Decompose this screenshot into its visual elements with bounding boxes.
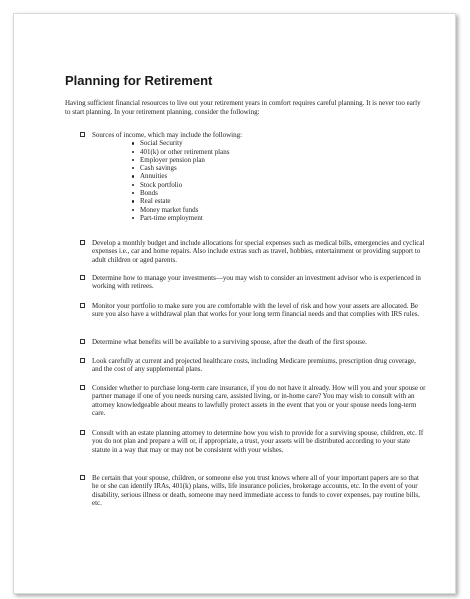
- list-item: 401(k) or other retirement plans: [92, 148, 427, 156]
- list-item: Social Security: [92, 139, 427, 147]
- list-item: Money market funds: [92, 206, 427, 214]
- list-item: Employer pension plan: [92, 156, 427, 164]
- checkbox-icon[interactable]: [80, 240, 85, 245]
- checkbox-icon[interactable]: [80, 303, 85, 308]
- checklist-item-text: Determine how to manage your investments—you may wish to consider an investment advisor who is experienced in working with retirees.: [92, 274, 421, 291]
- list-item: Stock portfolio: [92, 181, 427, 189]
- checkbox-icon[interactable]: [80, 358, 85, 363]
- checklist-item: [92, 131, 427, 222]
- page-title: Planning for Retirement: [65, 73, 213, 88]
- checklist-item-text: Monitor your portfolio to make sure you are comfortable with the level of risk and how your assets are allocated. Be sure you also have a withdrawal plan that works for your long term financial needs and that complies with IRS rules.: [92, 302, 420, 319]
- list-item: Annuities: [92, 172, 427, 180]
- checklist-item-text: Look carefully at current and projected healthcare costs, including Medicare premiums, prescription drug coverage, and the cost of any supplemental plans.: [92, 357, 416, 374]
- intro-paragraph: Having sufficient financial resources to live out your retirement years in comfort requires careful planning. It is never too early to start planning. In your retirement planning, consider the following:: [65, 99, 421, 117]
- checklist-item-text: Consider whether to purchase long-term care insurance, if you do not have it already. How will you and your spouse or partner manage if one of you needs nursing care, assisted living, or in-home care? You may wish to consult with an attorney knowledgeable about means to lawfully protect assets in the event that you or your spouse needs long-term care.: [92, 384, 426, 417]
- checkbox-icon[interactable]: [80, 275, 85, 280]
- checklist-item: [92, 384, 427, 417]
- checkbox-icon[interactable]: [80, 132, 85, 137]
- checkbox-icon[interactable]: [80, 339, 85, 344]
- checklist-item-text: Be certain that your spouse, children, or someone else you trust knows where all of your important papers are so that he or she can identify IRAs, 401(k) plans, wills, life insurance policies, brokerage accounts, etc. In the event of your disability, serious illness or death, someone may need immediate access to funds to cover expenses, pay routine bills, etc.: [92, 474, 420, 507]
- list-item: Real estate: [92, 197, 427, 205]
- checklist-item: [92, 357, 427, 374]
- checklist-item: [92, 474, 427, 507]
- list-item: Cash savings: [92, 164, 427, 172]
- income-sources-list: [92, 139, 427, 222]
- list-item: Bonds: [92, 189, 427, 197]
- checkbox-icon[interactable]: [80, 430, 85, 435]
- checklist-item-text: Sources of income, which may include the following:: [92, 131, 243, 139]
- checklist-item: [92, 302, 427, 319]
- checklist-item-text: Consult with an estate planning attorney to determine how you wish to provide for a surviving spouse, children, etc. If you do not plan and prepare a will or, if appropriate, a trust, your assets will be distributed according to your state statute in a way that may or may not be consistent with your wishes.: [92, 429, 424, 454]
- checkbox-icon[interactable]: [80, 475, 85, 480]
- checklist-item: [92, 239, 427, 264]
- checklist-item-text: Develop a monthly budget and include allocations for special expenses such as medical bills, emergencies and cyclical expenses i.e., car and home repairs. Also include extras such as travel, hobbies, entertainment or providing support to adult children or aged parents.: [92, 239, 425, 264]
- checklist-item-text: Determine what benefits will be available to a surviving spouse, after the death of the first spouse.: [92, 338, 367, 346]
- document-page: [13, 13, 456, 594]
- checklist-item: [92, 429, 427, 454]
- checklist-item: [92, 274, 427, 291]
- checklist-item: [92, 338, 427, 346]
- list-item: Part-time employment: [92, 214, 427, 222]
- checkbox-icon[interactable]: [80, 385, 85, 390]
